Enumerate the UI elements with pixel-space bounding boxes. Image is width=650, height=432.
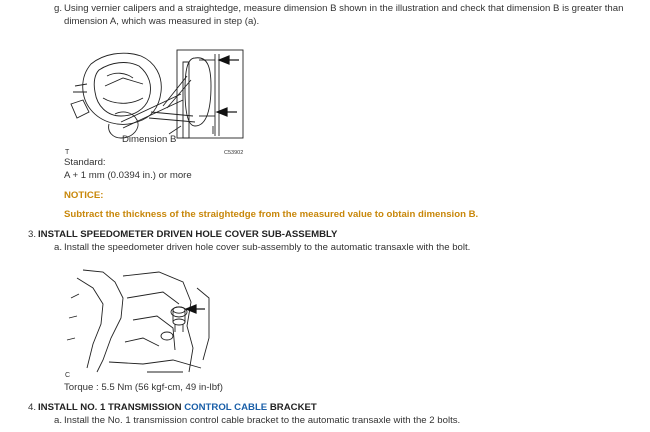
figure2-corner-letter: C — [65, 372, 71, 379]
section4-title — [38, 402, 317, 414]
section3-number: 3. — [28, 229, 37, 240]
figure1-code: C53902 — [224, 150, 244, 156]
section4-number: 4. — [28, 402, 37, 413]
section4-title-after: BRACKET — [267, 402, 317, 413]
section4-title-before: INSTALL NO. 1 TRANSMISSION — [38, 402, 185, 413]
torque-spec: Torque : 5.5 Nm (56 kgf-cm, 49 in-lbf) — [64, 382, 223, 393]
step-g-line1: Using vernier calipers and a straightedge, measure dimension B shown in the illustration and check that dimension B is greater than — [64, 3, 624, 14]
speedometer-cover-illustration — [63, 268, 213, 382]
notice-title: NOTICE: — [64, 190, 104, 201]
dimension-b-label: Dimension B — [122, 134, 177, 145]
section3-title: INSTALL SPEEDOMETER DRIVEN HOLE COVER SUB-ASSEMBLY — [38, 229, 338, 240]
section4-step-a-text: Install the No. 1 transmission control cable bracket to the automatic transaxle with the 2 bolts. — [64, 415, 461, 426]
step-g-line2: dimension A, which was measured in step (a). — [64, 16, 260, 27]
standard-label: Standard: — [64, 157, 106, 168]
control-cable-link[interactable]: CONTROL CABLE — [184, 402, 268, 413]
section3-step-a-text: Install the speedometer driven hole cover sub-assembly to the automatic transaxle with the bolt. — [64, 242, 471, 253]
notice-text: Subtract the thickness of the straightedge from the measured value to obtain dimension B. — [64, 209, 479, 220]
section3-step-a-marker: a. — [54, 242, 63, 253]
step-g-marker: g. — [54, 3, 63, 14]
standard-value: A + 1 mm (0.0394 in.) or more — [64, 170, 192, 181]
figure1-corner-letter: T — [65, 149, 70, 156]
section4-step-a-marker: a. — [54, 415, 63, 426]
